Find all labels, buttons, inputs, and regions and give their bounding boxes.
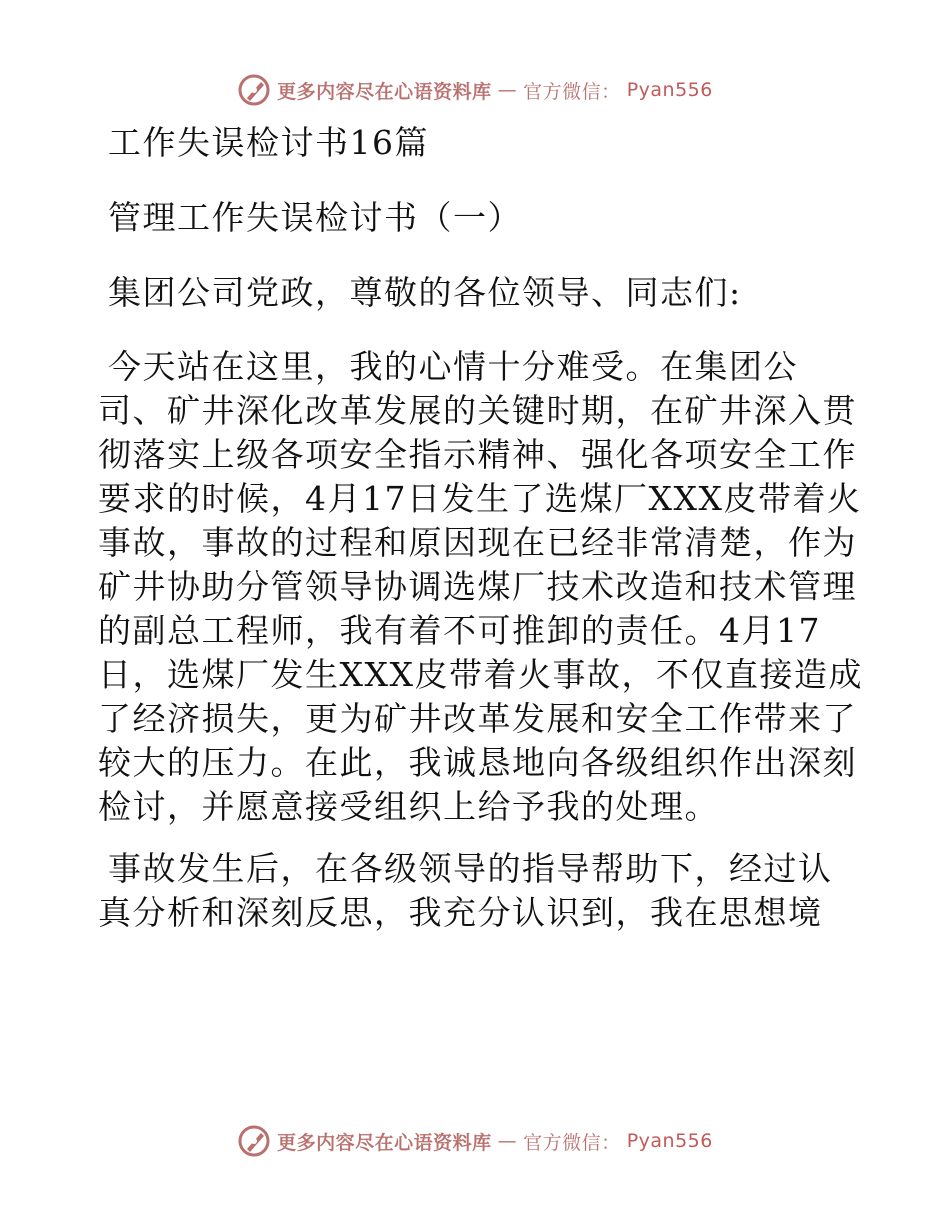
document-salutation: 集团公司党政，尊敬的各位领导、同志们:: [108, 273, 742, 312]
paragraph-line: 的副总工程师，我有着不可推卸的责任。4月17: [98, 611, 821, 650]
paragraph-line: 日，选煤厂发生XXX皮带着火事故，不仅直接造成: [98, 655, 863, 694]
document-title: 工作失误检讨书16篇: [108, 123, 429, 162]
paragraph-line: 今天站在这里，我的心情十分难受。在集团公: [108, 347, 798, 386]
banner-brand-text: 更多内容尽在心语资料库: [277, 80, 492, 103]
banner-official-label: 官方微信：: [523, 80, 621, 103]
paragraph-line: 司、矿井深化改革发展的关键时期，在矿井深入贯: [98, 391, 857, 430]
paragraph: [98, 345, 863, 829]
paragraph-line: 检讨，并愿意接受组织上给予我的处理。: [98, 787, 719, 826]
paragraph-line: 矿井协助分管领导协调选煤厂技术改造和技术管理: [98, 567, 857, 606]
header-watermark-banner: [0, 70, 950, 110]
pen-logo-icon: [237, 73, 271, 107]
paragraph-line: 彻落实上级各项安全指示精神、强化各项安全工作: [98, 435, 857, 474]
paragraph-line: 要求的时候，4月17日发生了选煤厂XXX皮带着火: [98, 479, 862, 518]
pen-logo-icon: [237, 1124, 271, 1158]
paragraph-line: 真分析和深刻反思，我充分认识到，我在思想境: [98, 893, 823, 932]
paragraph-line: 较大的压力。在此，我诚恳地向各级组织作出深刻: [98, 743, 857, 782]
banner-brand-text: 更多内容尽在心语资料库: [277, 1131, 492, 1154]
paragraph-line: 事故发生后，在各级领导的指导帮助下，经过认: [108, 849, 833, 888]
banner-official-label: 官方微信：: [523, 1131, 621, 1154]
paragraph-line: 了经济损失，更为矿井改革发展和安全工作带来了: [98, 699, 857, 738]
banner-dash: —: [497, 79, 518, 101]
footer-watermark-banner: [0, 1121, 950, 1161]
paragraph: [98, 847, 858, 935]
document-subtitle: 管理工作失误检讨书（一）: [108, 198, 522, 237]
paragraph-line: 事故，事故的过程和原因现在已经非常清楚，作为: [98, 523, 857, 562]
banner-wechat-id: Pyan556: [626, 79, 713, 101]
banner-wechat-id: Pyan556: [626, 1130, 713, 1152]
document-body: [98, 120, 863, 953]
banner-dash: —: [497, 1130, 518, 1152]
